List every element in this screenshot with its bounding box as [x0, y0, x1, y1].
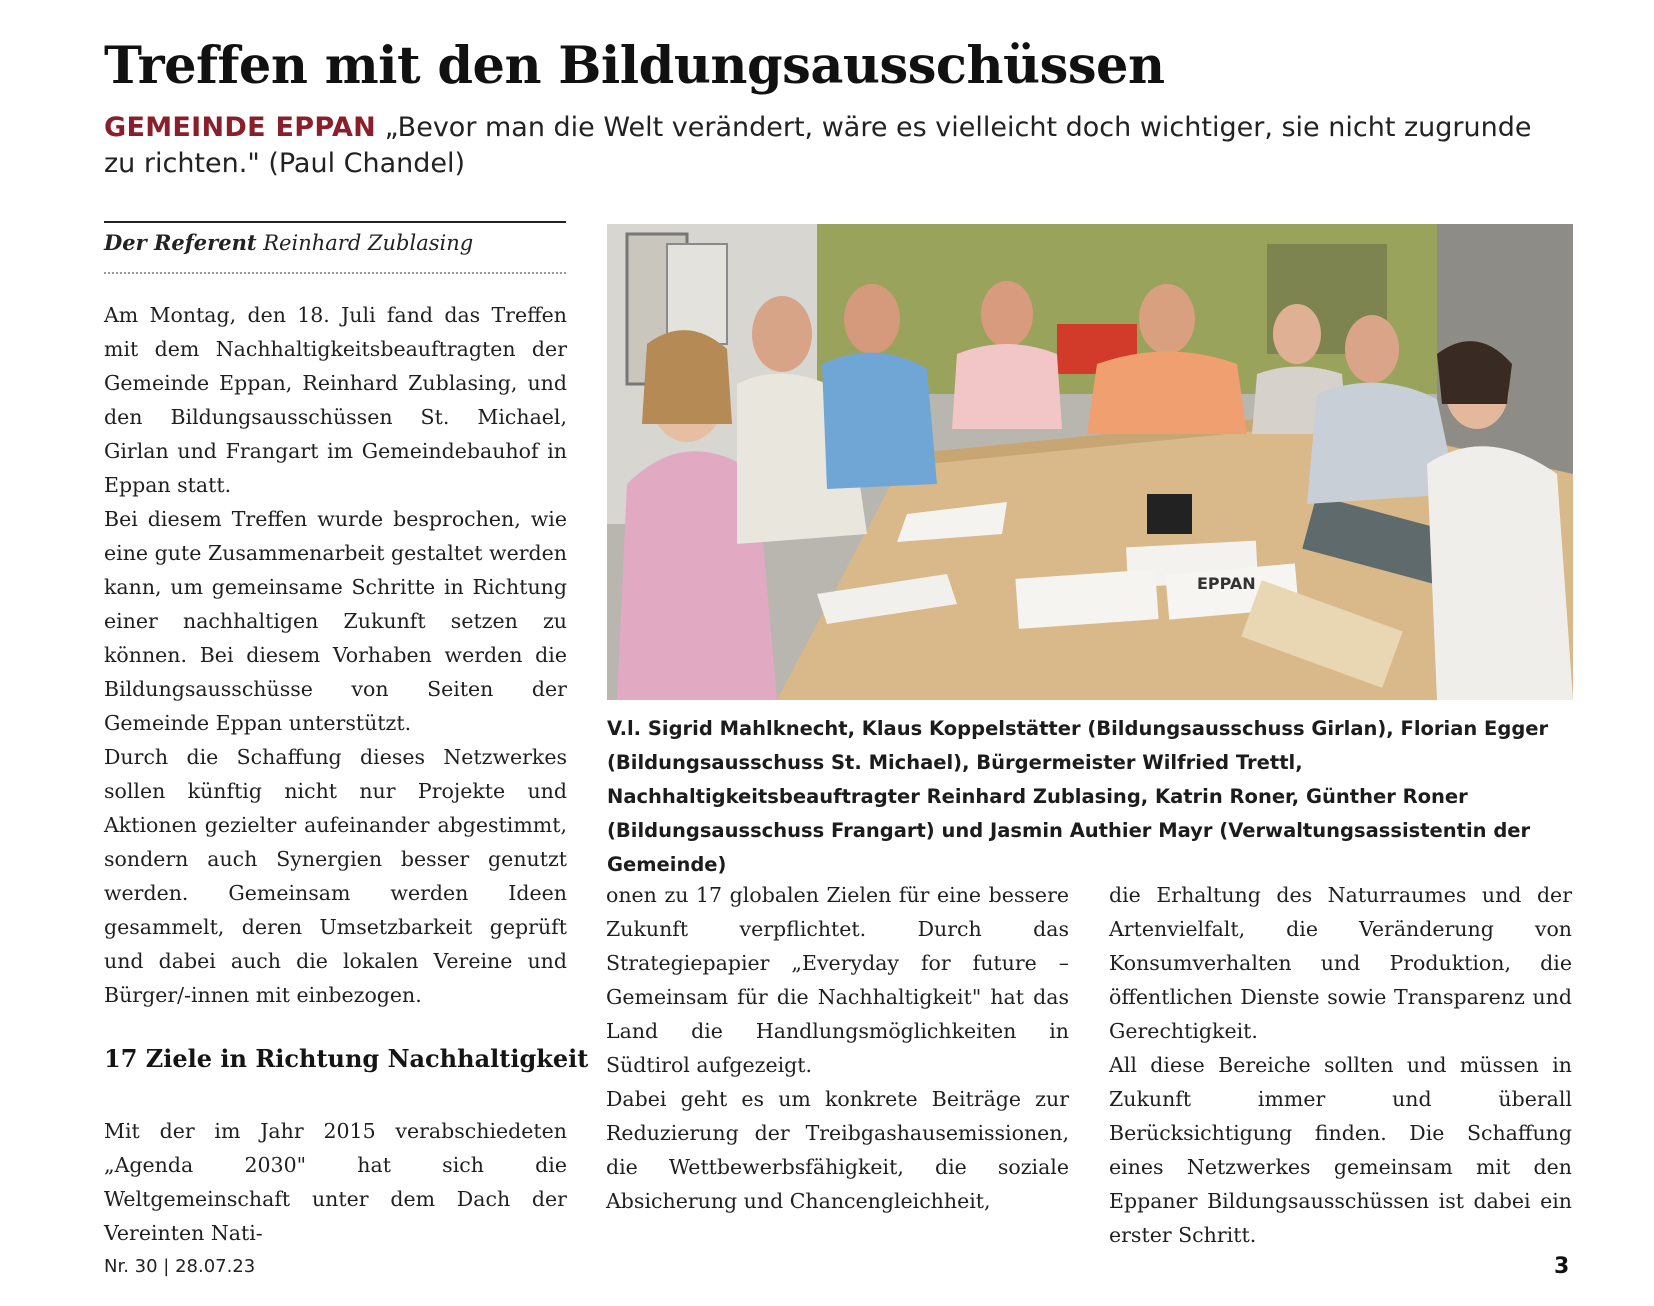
- author-dotted-rule: [104, 272, 566, 274]
- author-name: Reinhard Zublasing: [263, 231, 474, 255]
- photo-sign-text: EPPAN: [1197, 574, 1256, 593]
- body-paragraph: Bei diesem Treffen wurde besprochen, wie eine gute Zusammenarbeit gestaltet werden kann, um gemeinsame Schritte in Richtung einer nachhaltigen Zukunft setzen zu können. Bei diesem Vorhaben werden die Bildungsausschüsse von Seiten der Gemeinde Eppan unterstützt.: [104, 507, 567, 735]
- body-column-1-continued: [104, 1114, 567, 1250]
- issue-date: Nr. 30 | 28.07.23: [104, 1256, 256, 1277]
- meeting-photo-illustration: [607, 224, 1573, 700]
- headline: Treffen mit den Bildungsausschüssen: [104, 36, 1165, 96]
- body-paragraph: Dabei geht es um konkrete Beiträge zur Reduzierung der Treibgashausemissionen, die Wettbewerbsfähigkeit, die soziale Absicherung und Chancengleichheit,: [606, 1087, 1069, 1213]
- page-number: 3: [1554, 1254, 1570, 1279]
- body-paragraph: Durch die Schaffung dieses Netzwerkes sollen künftig nicht nur Projekte und Aktionen gezielter aufeinander abgestimmt, sondern auch Synergien besser genutzt werden. Gemeinsam werden Ideen gesammelt, deren Umsetzbarkeit geprüft und dabei auch die lokalen Vereine und Bürger/-innen mit einbezogen.: [104, 745, 567, 1007]
- author-top-rule: [104, 221, 566, 223]
- body-paragraph: die Erhaltung des Naturraumes und der Artenvielfalt, die Veränderung von Konsumverhalten und Produktion, die öffentlichen Dienste sowie Transparenz und Gerechtigkeit.: [1109, 883, 1572, 1043]
- author-label: Der Referent: [104, 230, 257, 255]
- lead-paragraph: [104, 110, 1564, 182]
- lead-kicker: GEMEINDE EPPAN: [104, 112, 377, 143]
- body-column-1: [104, 298, 567, 1012]
- author-line: [104, 230, 574, 255]
- lead-quote: „Bevor man die Welt verändert, wäre es vielleicht doch wichtiger, sie nicht zugrunde zu richten." (Paul Chandel): [104, 112, 1532, 179]
- body-paragraph: All diese Bereiche sollten und müssen in Zukunft immer und überall Berücksichtigung finden. Die Schaffung eines Netzwerkes gemeinsam mit den Eppaner Bildungsausschüssen ist dabei ein erster Schritt.: [1109, 1053, 1572, 1247]
- body-column-3: [1109, 878, 1572, 1252]
- body-paragraph: Am Montag, den 18. Juli fand das Treffen mit dem Nachhaltigkeitsbeauftragten der Gemeinde Eppan, Reinhard Zublasing, und den Bildungsausschüssen St. Michael, Girlan und Frangart im Gemeindebauhof in Eppan statt.: [104, 303, 567, 497]
- photo-caption: V.l. Sigrid Mahlknecht, Klaus Koppelstätter (Bildungsausschuss Girlan), Florian Egger (Bildungsausschuss St. Michael), Bürgermeister Wilfried Trettl, Nachhaltigkeitsbeauftragter Reinhard Zublasing, Katrin Roner, Günther Roner (Bildungsausschuss Frangart) und Jasmin Authier Mayr (Verwaltungsassistentin der Gemeinde): [607, 717, 1549, 876]
- body-column-2: [606, 878, 1069, 1218]
- group-photo: [607, 224, 1573, 700]
- body-paragraph: Mit der im Jahr 2015 verabschiedeten „Agenda 2030" hat sich die Weltgemeinschaft unter dem Dach der Vereinten Nati-: [104, 1119, 567, 1245]
- body-paragraph: onen zu 17 globalen Zielen für eine bessere Zukunft verpflichtet. Durch das Strategiepapier „Everyday for future – Gemeinsam für die Nachhaltigkeit" hat das Land die Handlungsmöglichkeiten in Südtirol aufgezeigt.: [606, 883, 1069, 1077]
- subheading: 17 Ziele in Richtung Nachhaltigkeit: [104, 1044, 589, 1073]
